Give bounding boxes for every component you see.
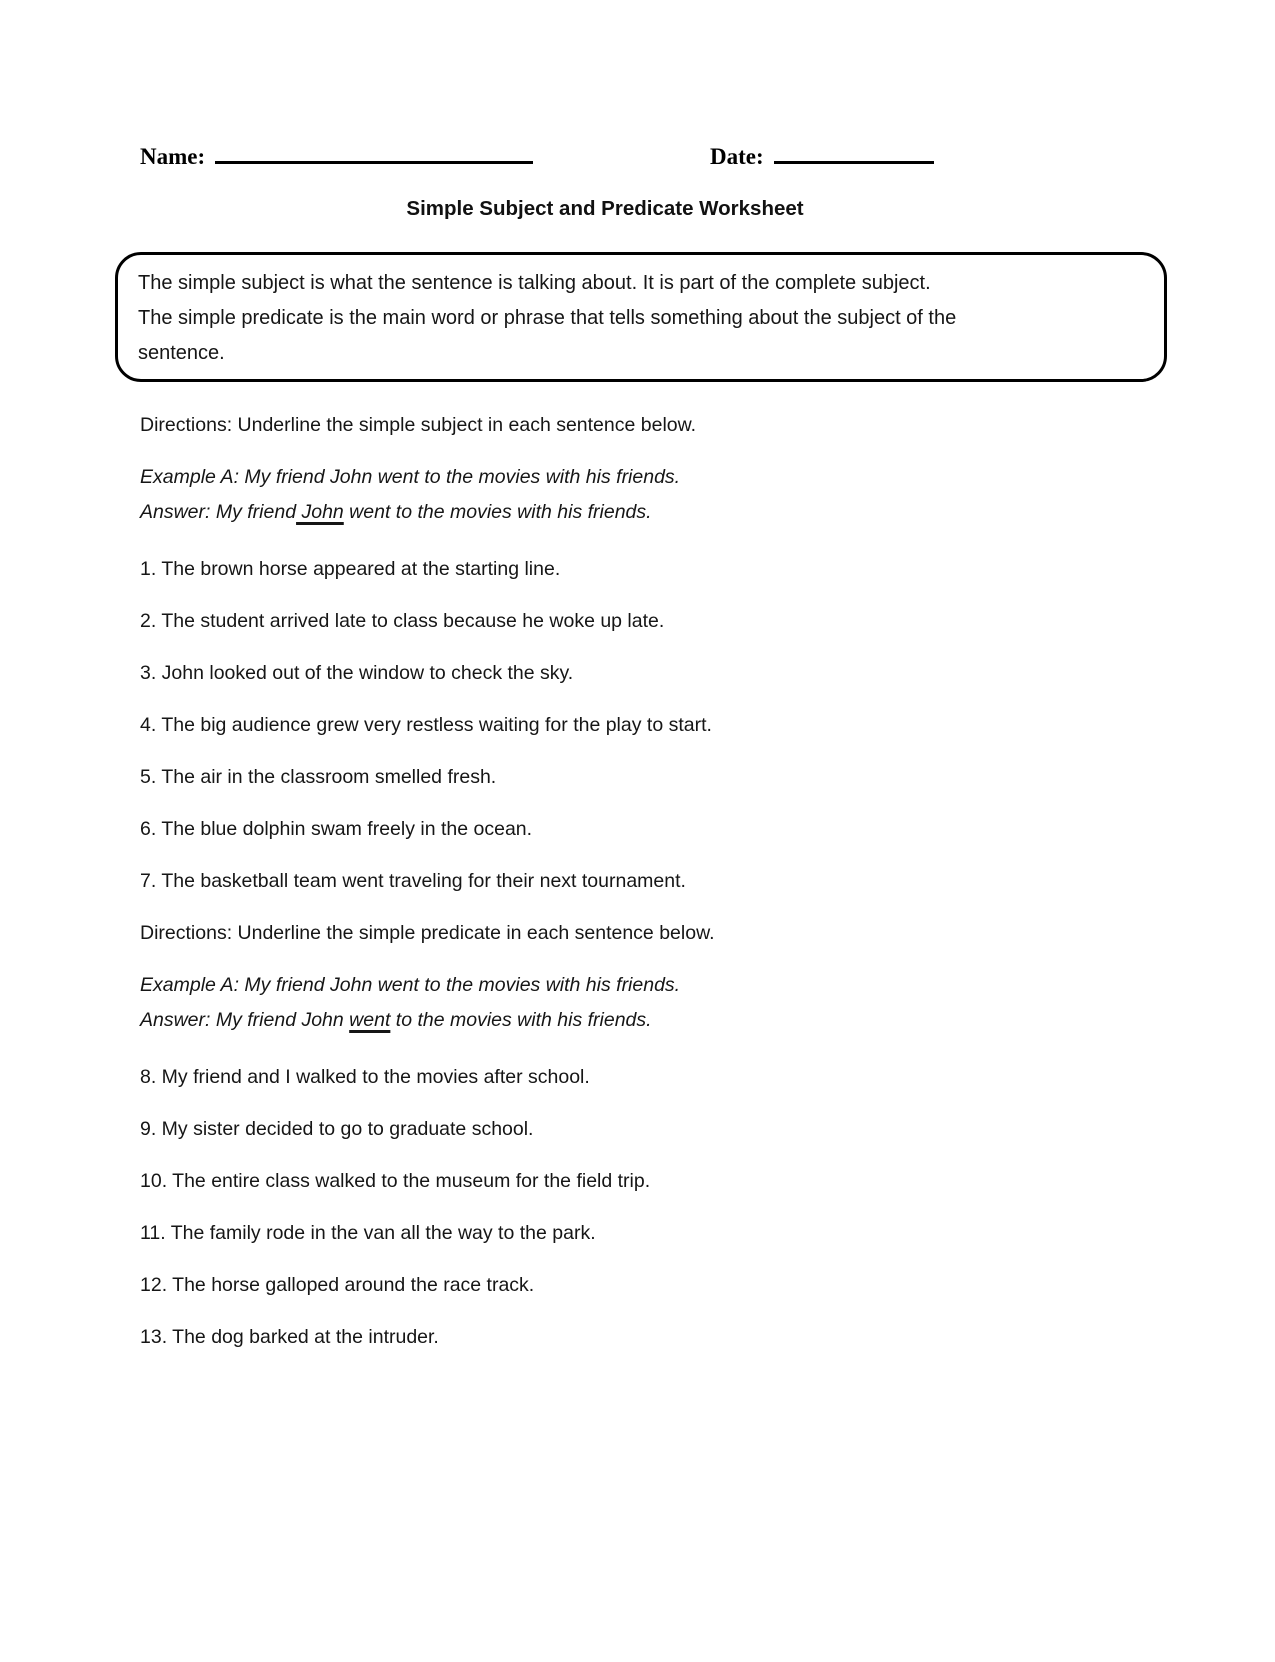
answer-text-before: Answer: My friend [140,501,297,523]
answer-sentence [140,1003,1150,1038]
sentence-item-6: 6. The blue dolphin swam freely in the ocean. [140,818,533,840]
example-sentence: Example A: My friend John went to the movies with his friends. [140,466,681,488]
example-block-subject [140,460,1150,530]
date-blank-line [774,142,934,164]
name-blank-line [215,142,533,164]
directions-simple-subject: Directions: Underline the simple subject in each sentence below. [140,414,697,436]
date-label: Date: [710,144,764,169]
underlined-subject-word: John [296,501,344,523]
sentence-item-1: 1. The brown horse appeared at the starting line. [140,558,561,580]
worksheet-body [140,412,1150,1350]
sentence-item-2: 2. The student arrived late to class because he woke up late. [140,610,665,632]
date-field-group [710,142,934,170]
example-block-predicate [140,968,1150,1038]
answer-text-after: went to the movies with his friends. [343,501,652,523]
worksheet-title: Simple Subject and Predicate Worksheet [406,197,804,220]
sentence-item-13: 13. The dog barked at the intruder. [140,1326,439,1348]
sentence-item-11: 11. The family rode in the van all the way to the park. [140,1222,596,1244]
sentence-item-5: 5. The air in the classroom smelled fresh. [140,766,497,788]
underlined-predicate-word: went [349,1009,391,1031]
name-label: Name: [140,144,206,169]
definition-line-3: sentence. [138,342,225,364]
sentence-item-12: 12. The horse galloped around the race track. [140,1274,535,1296]
sentence-item-8: 8. My friend and I walked to the movies after school. [140,1066,590,1088]
name-field-group [140,142,533,170]
answer-sentence [140,495,1150,530]
header-row [140,142,1160,178]
answer-text-before: Answer: My friend John [140,1009,350,1031]
example-sentence: Example A: My friend John went to the movies with his friends. [140,974,681,996]
directions-simple-predicate: Directions: Underline the simple predicate in each sentence below. [140,922,715,944]
sentence-item-4: 4. The big audience grew very restless waiting for the play to start. [140,714,712,736]
definition-line-1: The simple subject is what the sentence is talking about. It is part of the complete subject. [138,272,931,294]
sentence-item-3: 3. John looked out of the window to check the sky. [140,662,574,684]
sentence-item-9: 9. My sister decided to go to graduate school. [140,1118,534,1140]
sentence-item-7: 7. The basketball team went traveling for their next tournament. [140,870,686,892]
sentence-item-10: 10. The entire class walked to the museum for the field trip. [140,1170,651,1192]
answer-text-after: to the movies with his friends. [390,1009,652,1031]
definition-box [115,252,1167,382]
definition-line-2: The simple predicate is the main word or phrase that tells something about the subject of the [138,307,957,329]
